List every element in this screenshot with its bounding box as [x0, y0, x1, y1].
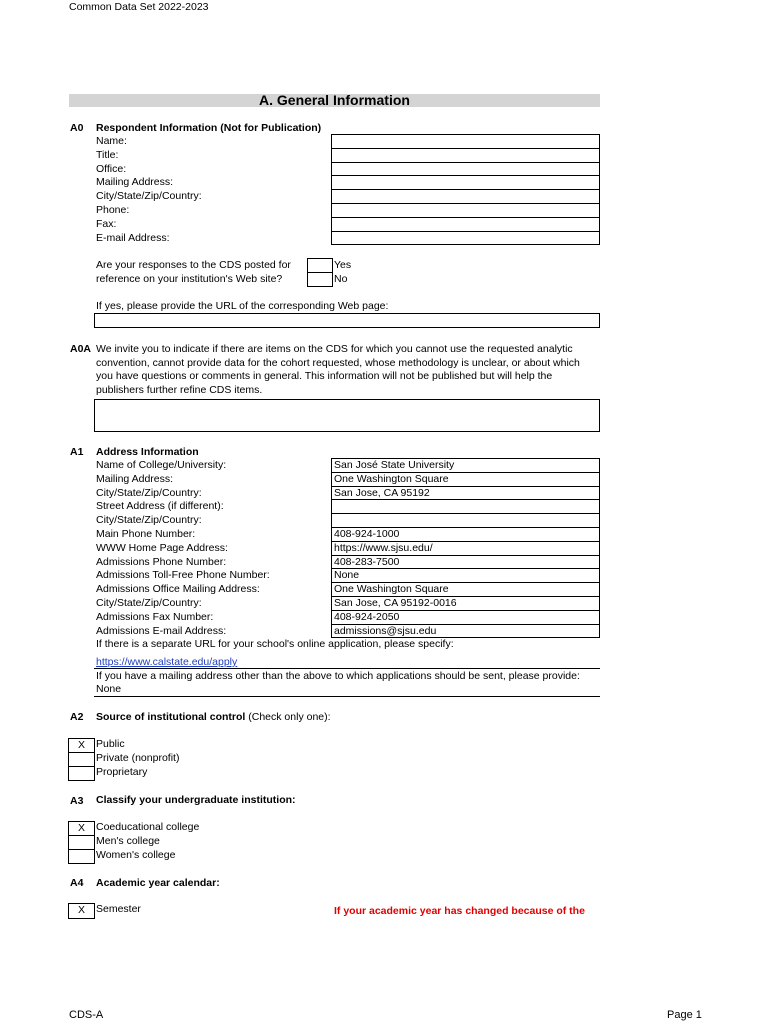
a3-option-label: Coeducational college	[96, 821, 200, 833]
college-name-field[interactable]: San José State University	[332, 459, 599, 473]
respondent-title-field[interactable]	[332, 149, 599, 163]
private-nonprofit-checkbox[interactable]	[69, 753, 94, 767]
a1-label: City/State/Zip/Country:	[96, 486, 202, 499]
a4-heading: Academic year calendar:	[96, 877, 220, 889]
a1-label: Main Phone Number:	[96, 527, 196, 540]
section-title: A. General Information	[259, 92, 410, 108]
a3-heading: Classify your undergraduate institution:	[96, 794, 296, 806]
a0-label: City/State/Zip/Country:	[96, 190, 202, 203]
web-url-field[interactable]	[94, 313, 600, 328]
alt-address-value[interactable]: None	[96, 683, 122, 695]
a0a-text-line: convention, cannot provide data for the cohort requested, whose methodology is unclear, or about which	[96, 357, 580, 369]
online-app-prompt: If there is a separate URL for your school's online application, please specify:	[96, 638, 454, 650]
toll-free-field[interactable]: None	[332, 569, 599, 583]
respondent-fax-field[interactable]	[332, 218, 599, 232]
a1-label: Admissions Toll-Free Phone Number:	[96, 569, 270, 582]
alt-address-prompt: If you have a mailing address other than the above to which applications should be sent, please provide:	[96, 670, 580, 682]
a0-code: A0	[70, 122, 84, 134]
a2-option-label: Private (nonprofit)	[96, 751, 180, 764]
footer-left: CDS-A	[69, 1009, 104, 1021]
a2-option-labels	[96, 738, 179, 779]
a0-question-line2: reference on your institution's Web site?	[96, 273, 283, 285]
no-checkbox[interactable]	[307, 272, 333, 287]
a2-heading-rest: (Check only one):	[245, 711, 331, 723]
a0a-text-line: publishers further refine CDS items.	[96, 384, 263, 396]
a3-option-label: Women's college	[96, 848, 176, 861]
admissions-phone-field[interactable]: 408-283-7500	[332, 556, 599, 570]
a0-label: Mailing Address:	[96, 176, 174, 189]
respondent-email-field[interactable]	[332, 232, 599, 246]
a1-code: A1	[70, 446, 84, 458]
a1-label-list	[96, 459, 270, 638]
home-page-field[interactable]: https://www.sjsu.edu/	[332, 542, 599, 556]
a4-calendar-note: If your academic year has changed because of the	[334, 905, 585, 917]
proprietary-checkbox[interactable]	[69, 767, 94, 781]
a0-label: Name:	[96, 135, 127, 147]
coeducational-checkbox[interactable]: X	[69, 822, 94, 836]
online-app-divider	[94, 668, 600, 669]
admissions-city-field[interactable]: San Jose, CA 95192-0016	[332, 597, 599, 611]
a1-label: Street Address (if different):	[96, 500, 224, 513]
a0-label: Fax:	[96, 217, 117, 230]
street-address-field[interactable]	[332, 500, 599, 514]
a4-checkbox-column	[68, 903, 95, 919]
a0a-text-line: you have questions or comments in general. This information will not be published but will help the	[96, 370, 553, 382]
a2-heading	[96, 711, 331, 723]
a0-label: Title:	[96, 148, 119, 161]
main-phone-field[interactable]: 408-924-1000	[332, 528, 599, 542]
a3-option-label: Men's college	[96, 834, 160, 847]
a1-label: Admissions Fax Number:	[96, 610, 214, 623]
a1-label: Admissions Office Mailing Address:	[96, 583, 260, 596]
a0-heading: Respondent Information (Not for Publication)	[96, 122, 322, 134]
document-header: Common Data Set 2022-2023	[69, 1, 209, 13]
a1-label: WWW Home Page Address:	[96, 541, 228, 554]
womens-college-checkbox[interactable]	[69, 850, 94, 864]
page-number: Page 1	[667, 1009, 702, 1021]
respondent-city-field[interactable]	[332, 190, 599, 204]
a0-label: E-mail Address:	[96, 231, 170, 244]
no-label: No	[334, 273, 348, 285]
a0a-text-line: We invite you to indicate if there are items on the CDS for which you cannot use the requested analytic	[96, 343, 573, 355]
comments-field[interactable]	[94, 399, 600, 432]
city-state-zip-field[interactable]: San Jose, CA 95192	[332, 487, 599, 501]
admissions-fax-field[interactable]: 408-924-2050	[332, 611, 599, 625]
a2-checkbox-column	[68, 738, 95, 781]
a0-label: Office:	[96, 162, 127, 175]
public-checkbox[interactable]: X	[69, 739, 94, 753]
a3-code: A3	[70, 795, 84, 807]
respondent-name-field[interactable]	[332, 135, 599, 149]
a1-address-fields	[331, 458, 600, 638]
a0-label-list	[96, 135, 202, 245]
mens-college-checkbox[interactable]	[69, 836, 94, 850]
admissions-email-field[interactable]: admissions@sjsu.edu	[332, 625, 599, 639]
a4-option-labels	[96, 903, 141, 917]
street-city-field[interactable]	[332, 514, 599, 528]
respondent-mailing-address-field[interactable]	[332, 176, 599, 190]
a1-label: City/State/Zip/Country:	[96, 514, 202, 527]
respondent-phone-field[interactable]	[332, 204, 599, 218]
a0-label: Phone:	[96, 203, 130, 216]
online-app-link[interactable]: https://www.calstate.edu/apply	[96, 656, 238, 668]
alt-address-divider	[94, 696, 600, 697]
a1-label: Name of College/University:	[96, 459, 227, 471]
a1-label: Mailing Address:	[96, 472, 174, 485]
a3-option-labels	[96, 821, 199, 862]
a4-option-label: Semester	[96, 903, 141, 915]
a1-label: Admissions Phone Number:	[96, 555, 227, 568]
url-prompt: If yes, please provide the URL of the corresponding Web page:	[96, 300, 389, 312]
a0-respondent-fields	[331, 134, 600, 245]
a1-label: City/State/Zip/Country:	[96, 596, 202, 609]
yes-label: Yes	[334, 259, 352, 271]
a2-heading-bold: Source of institutional control	[96, 711, 246, 723]
a0a-code: A0A	[70, 343, 92, 355]
a1-label: Admissions E-mail Address:	[96, 624, 227, 637]
a2-code: A2	[70, 711, 84, 723]
yes-checkbox[interactable]	[307, 258, 333, 273]
a4-code: A4	[70, 877, 84, 889]
admissions-mailing-address-field[interactable]: One Washington Square	[332, 583, 599, 597]
a2-option-label: Proprietary	[96, 765, 148, 778]
mailing-address-field[interactable]: One Washington Square	[332, 473, 599, 487]
a2-option-label: Public	[96, 738, 125, 750]
a0-question-line1: Are your responses to the CDS posted for	[96, 259, 291, 271]
respondent-office-field[interactable]	[332, 163, 599, 177]
a3-checkbox-column	[68, 821, 95, 864]
a1-heading: Address Information	[96, 446, 199, 458]
semester-checkbox[interactable]: X	[77, 904, 85, 916]
